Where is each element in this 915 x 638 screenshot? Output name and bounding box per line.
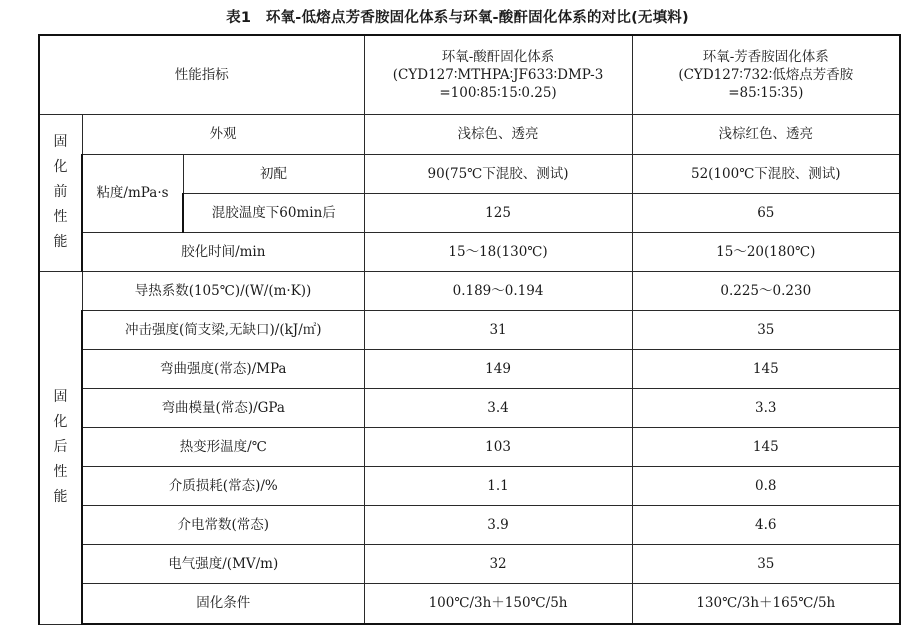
row-label: 导热系数(105℃)/(W/(m·K)) <box>82 271 364 310</box>
row-label: 冲击强度(简支梁,无缺口)/(kJ/㎡) <box>82 310 364 349</box>
row-label: 弯曲模量(常态)/GPa <box>82 388 364 427</box>
row-label: 介电常数(常态) <box>82 505 364 544</box>
cell-value: 125 <box>364 193 632 232</box>
cell-value: 3.9 <box>364 505 632 544</box>
row-label: 电气强度/(MV/m) <box>82 544 364 583</box>
group-after-cure <box>39 271 82 624</box>
table-row <box>39 349 900 388</box>
group-before-cure-label: 固化前性能 <box>53 134 68 250</box>
cell-value: 35 <box>632 544 900 583</box>
cell-value: 0.225～0.230 <box>632 271 900 310</box>
table-row <box>39 544 900 583</box>
column-header-anhydride-line-2: (CYD127∶MTHPA∶JF633∶DMP-3 <box>392 66 604 83</box>
cell-value: 3.4 <box>364 388 632 427</box>
cell-value: 浅棕红色、透亮 <box>632 114 900 154</box>
column-header-anhydride-line-1: 环氧-酸酐固化体系 <box>441 48 555 65</box>
table-row <box>39 114 900 154</box>
table-row <box>39 232 900 271</box>
cell-value: 32 <box>364 544 632 583</box>
cell-value: 浅棕色、透亮 <box>364 114 632 154</box>
cell-value: 52(100℃下混胶、测试) <box>632 154 900 193</box>
cell-value: 0.189～0.194 <box>364 271 632 310</box>
cell-value: 90(75℃下混胶、测试) <box>364 154 632 193</box>
row-label: 外观 <box>82 114 364 154</box>
column-header-amine-line-2: (CYD127∶732∶低熔点芳香胺 <box>678 66 854 83</box>
cell-value: 35 <box>632 310 900 349</box>
column-header-anhydride <box>364 35 632 114</box>
cell-value: 4.6 <box>632 505 900 544</box>
cell-value: 31 <box>364 310 632 349</box>
row-label: 弯曲强度(常态)/MPa <box>82 349 364 388</box>
column-header-amine-line-1: 环氧-芳香胺固化体系 <box>702 48 829 65</box>
cell-value: 15～18(130℃) <box>364 232 632 271</box>
group-before-cure <box>39 114 82 271</box>
table-row <box>39 271 900 310</box>
column-header-amine-line-3: =85∶15∶35) <box>728 84 804 101</box>
property-header: 性能指标 <box>39 35 364 114</box>
cell-value: 145 <box>632 427 900 466</box>
cell-value: 1.1 <box>364 466 632 505</box>
cell-value: 65 <box>632 193 900 232</box>
table-row <box>39 388 900 427</box>
cell-value: 145 <box>632 349 900 388</box>
cell-value: 100℃/3h＋150℃/5h <box>364 583 632 624</box>
cell-value: 130℃/3h＋165℃/5h <box>632 583 900 624</box>
comparison-table <box>38 34 901 625</box>
row-label: 初配 <box>183 154 364 193</box>
table-caption: 表1 环氧-低熔点芳香胺固化体系与环氧-酸酐固化体系的对比(无填料) <box>226 10 689 26</box>
row-label: 热变形温度/℃ <box>82 427 364 466</box>
table-row <box>39 427 900 466</box>
cell-value: 103 <box>364 427 632 466</box>
table-row <box>39 310 900 349</box>
row-label: 混胶温度下60min后 <box>183 193 364 232</box>
table-row <box>39 466 900 505</box>
table-row <box>39 505 900 544</box>
row-label: 固化条件 <box>82 583 364 624</box>
cell-value: 149 <box>364 349 632 388</box>
cell-value: 0.8 <box>632 466 900 505</box>
table-row <box>39 583 900 624</box>
column-header-amine <box>632 35 900 114</box>
viscosity-label: 粘度/mPa·s <box>82 154 183 232</box>
group-after-cure-label: 固化后性能 <box>53 389 68 505</box>
table-row <box>39 154 900 193</box>
row-label: 介质损耗(常态)/% <box>82 466 364 505</box>
header-row <box>39 35 900 114</box>
column-header-anhydride-line-3: =100∶85∶15∶0.25) <box>439 84 557 101</box>
cell-value: 3.3 <box>632 388 900 427</box>
cell-value: 15～20(180℃) <box>632 232 900 271</box>
row-label: 胶化时间/min <box>82 232 364 271</box>
